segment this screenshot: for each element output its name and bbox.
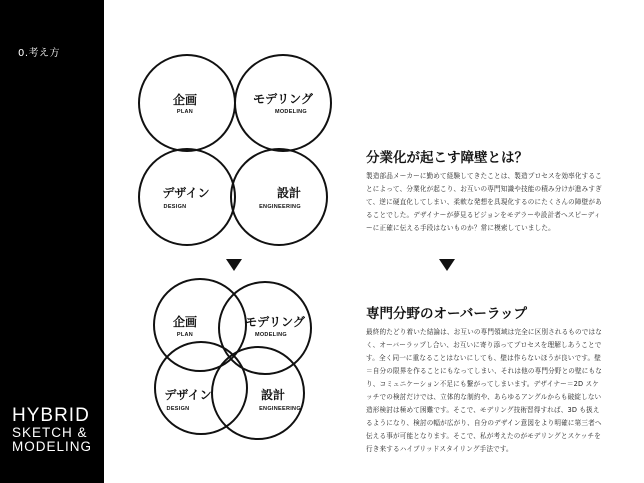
circle-subtitle: ENGINEERING [259,406,301,412]
circle-subtitle: DESIGN [166,406,190,412]
circle-subtitle: PLAN [176,332,194,338]
section-heading-barriers: 分業化が起こす障壁とは？ [366,150,528,166]
circle-subtitle: ENGINEERING [259,204,301,210]
arrow-down-icon [226,259,242,271]
circle-subtitle: DESIGN [163,204,187,210]
section-body-barriers: 製造部品メーカーに勤めて経験してきたことは、製造プロセスを効率化することによって、分業化が起こり、お互いの専門知識や技能の積み分けが進みすぎて、逆に硬直化してしまい、柔軟な発想を具現化するのにたくさんの障壁があることでした。デザイナーが夢見るビジョンをモデラーや設計者へスピーディーに正確に伝える手段はないものか？常に模索していました。 [366,172,602,232]
arrow-down-icon [439,259,455,271]
circle-title: 設計 [260,388,286,402]
brand-line-1: HYBRID [12,405,90,426]
circle-title: デザイン [162,186,210,200]
circle-title: 企画 [172,315,198,329]
circle-subtitle: MODELING [274,109,308,115]
section-body-overlap: 最終的たどり着いた結論は、お互いの専門領域は完全に区別されるものではなく、オーバーラップし合い、お互いに寄り添ってプロセスを理解しあうことです。全く同一に重なることはないにしても、壁は作らないほうが良いです。壁＝自分の限界を作ることにもなってしまい、それは他の専門分野との壁にもなり、コミュニケーション不足にも繋がってしまいます。デザイナー＝2D スケッチでの検討だけでは、立体的な制約や、あらゆるアングルからも破綻しない造形検討は極めて困難です。そこで、モデリング技術習得すれば、3D も扱えるようになり、検討の幅が広がり、自分のデザイン意図をより明確に第三者へ伝える事が可能となります。そこで、私が考えたのがモデリングとスケッチを行き来するハイブリッドスタイリング手法です。 [366,328,603,453]
circle-title: モデリング [253,92,313,106]
circle-title: 設計 [276,186,302,200]
section-heading-overlap: 専門分野のオーバーラップ [366,306,528,322]
brand-line-2: SKETCH & [12,424,88,440]
brand-line-3: MODELING [12,439,93,455]
circle-engineering-overlap [212,347,304,439]
section-label: 0.考え方 [18,48,61,59]
circle-subtitle: PLAN [176,109,194,115]
circle-title: デザイン [164,388,212,402]
circle-title: モデリング [245,315,305,329]
circle-subtitle: MODELING [254,332,288,338]
circle-title: 企画 [172,93,198,107]
